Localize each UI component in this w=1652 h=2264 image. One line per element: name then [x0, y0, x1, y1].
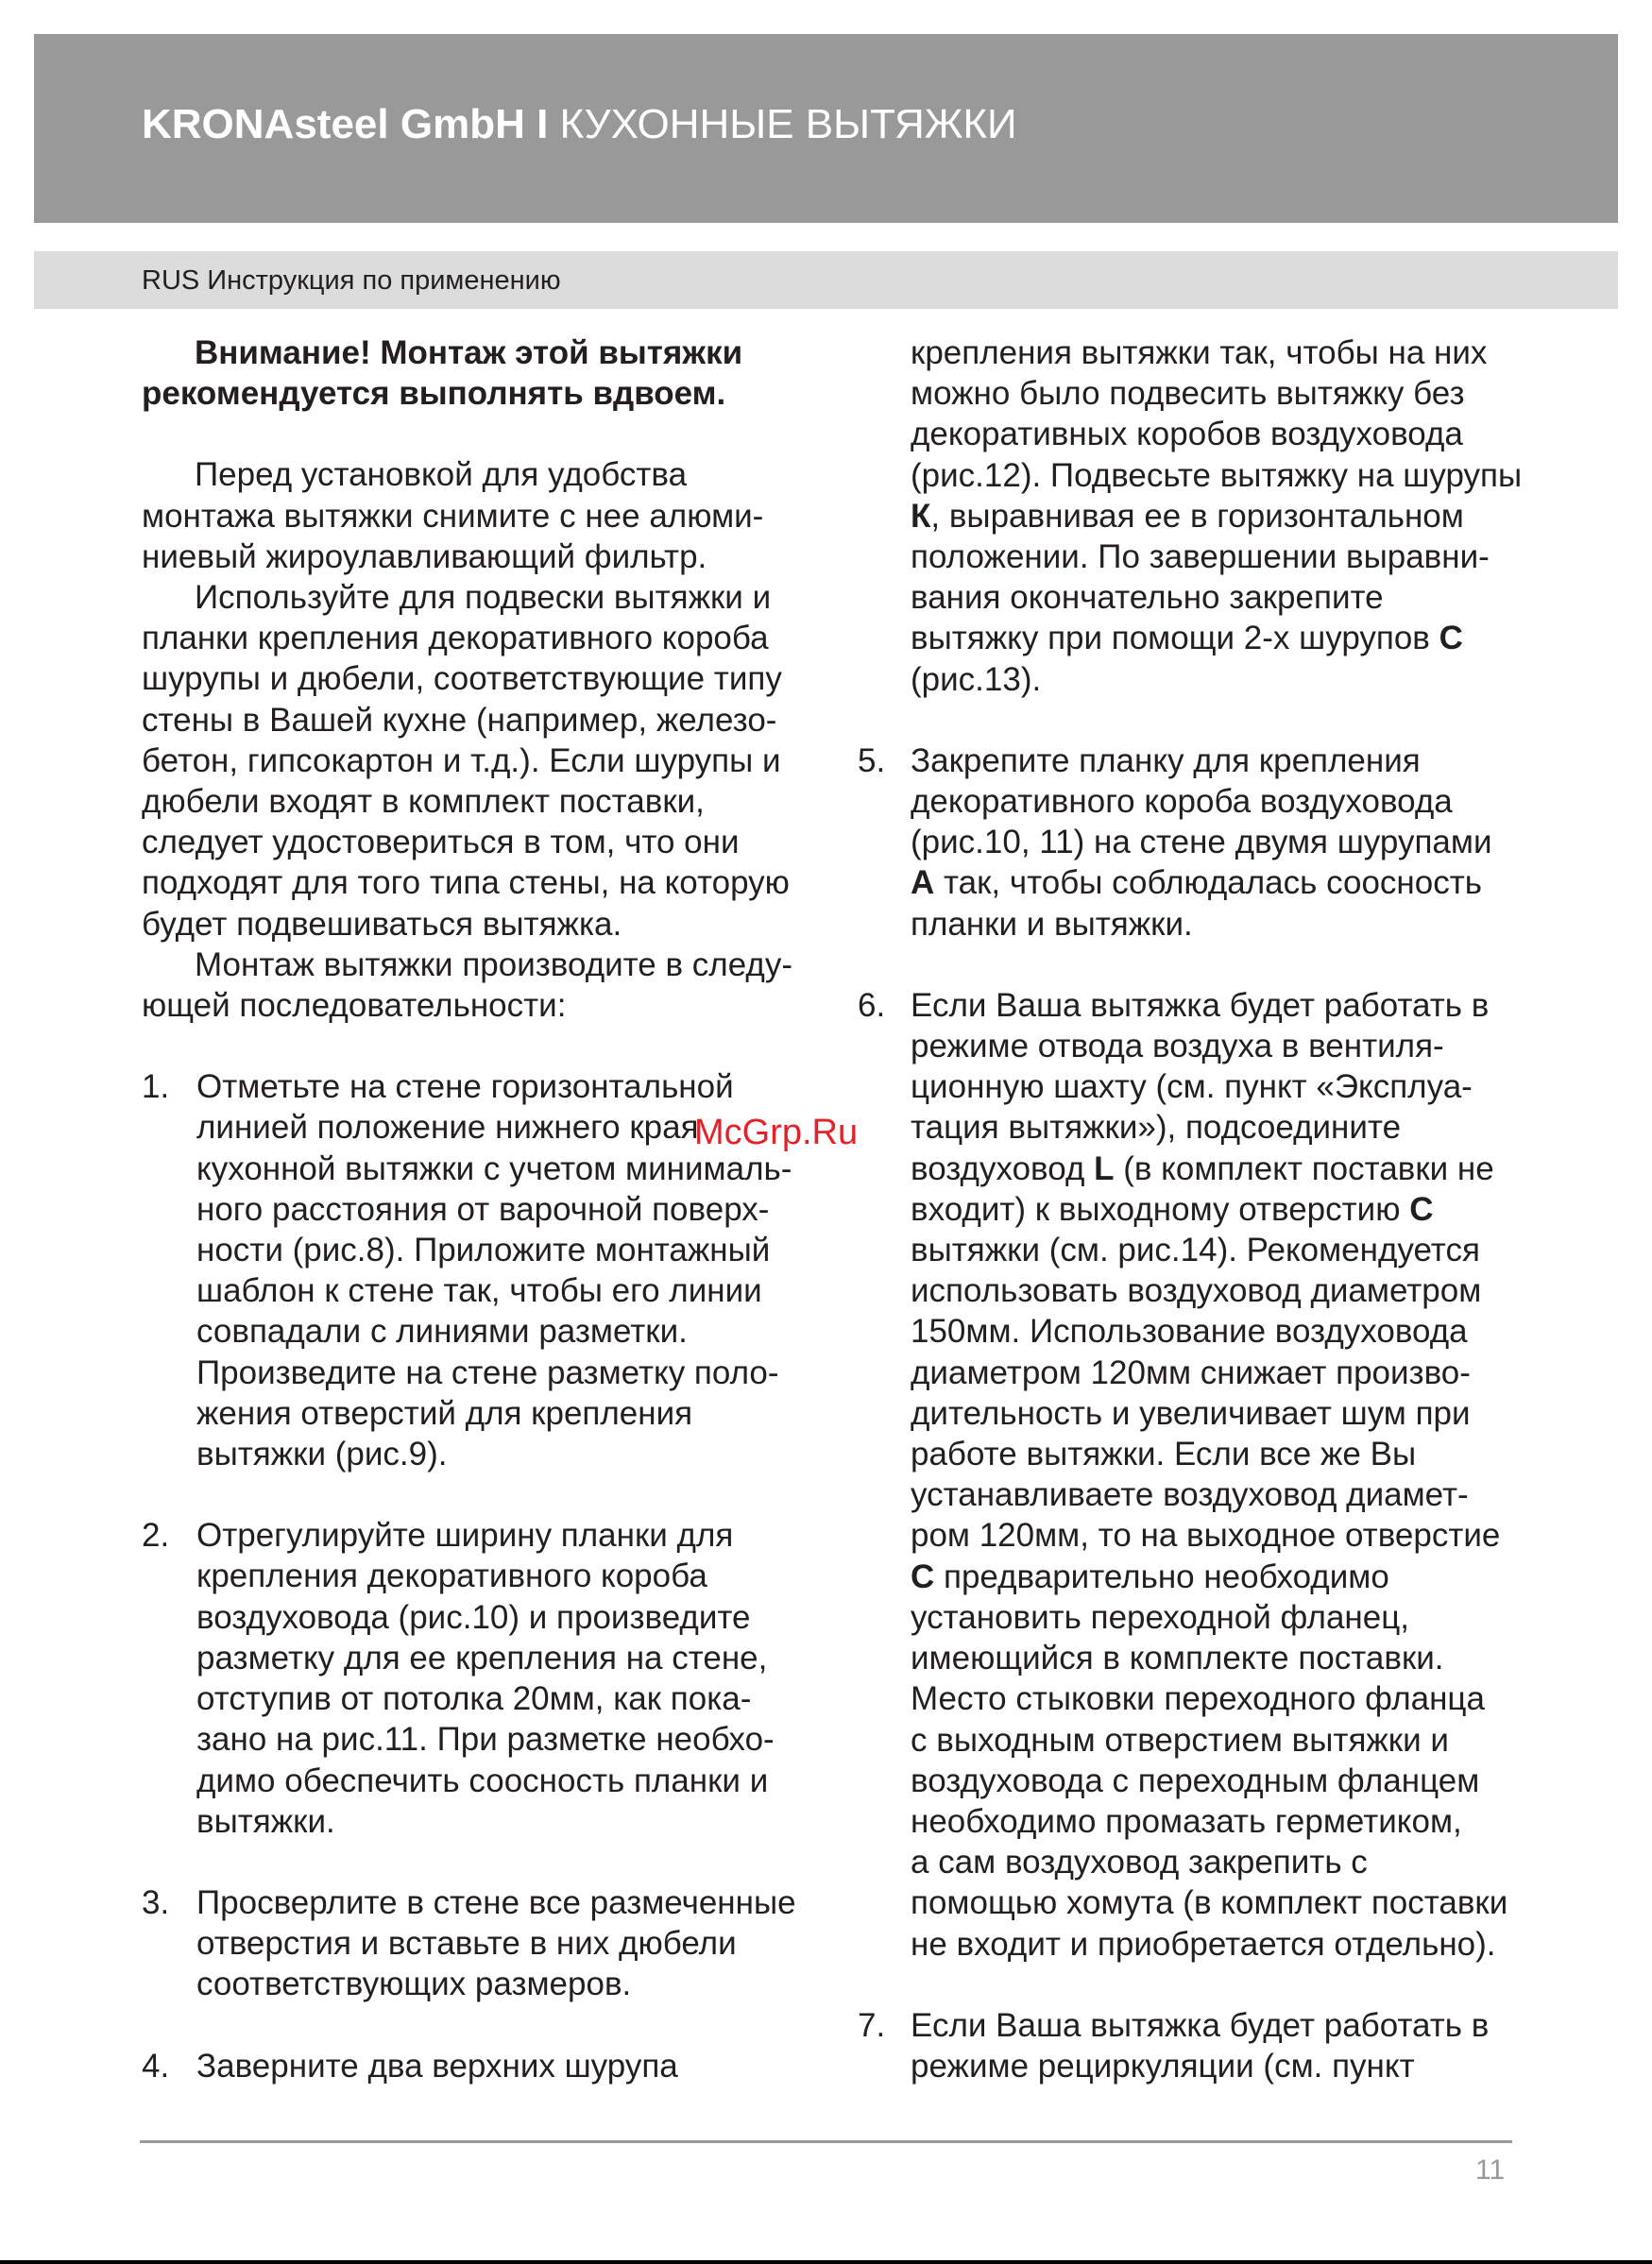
item-line: (рис.10, 11) на стене двумя шурупами — [911, 824, 1492, 861]
item-line: вытяжку при помощи 2-х шурупов С — [911, 620, 1463, 657]
item-line: входит) к выходному отверстию С — [911, 1190, 1434, 1228]
item-line: Отметьте на стене горизонтальной — [196, 1068, 734, 1106]
item-line: не входит и приобретается отдельно). — [911, 1925, 1496, 1963]
left-column — [142, 332, 826, 2086]
item-line: положении. По завершении выравни- — [911, 538, 1490, 576]
item-line: можно было подвесить вытяжку без — [911, 375, 1465, 413]
list-number: 1. — [142, 1068, 170, 1106]
paragraph-line: монтажа вытяжки снимите с нее алюми- — [142, 497, 764, 535]
label-a: А — [911, 864, 935, 902]
list-number: 2. — [142, 1517, 170, 1555]
item-line: использовать воздуховод диаметром — [911, 1272, 1482, 1310]
list-number: 5. — [858, 741, 886, 779]
item-line: крепления декоративного короба — [196, 1558, 707, 1595]
item-line: димо обеспечить соосность планки и — [196, 1762, 769, 1799]
item-line: линией положение нижнего края — [196, 1109, 699, 1147]
list-number: 6. — [858, 986, 886, 1024]
item-line: А так, чтобы соблюдалась соосность — [911, 864, 1482, 902]
item-line: воздуховод L (в комплект поставки не — [911, 1149, 1494, 1187]
label-c: С — [1409, 1190, 1434, 1228]
list-item — [142, 2046, 826, 2086]
paragraph-line: планки крепления декоративного короба — [142, 620, 769, 657]
item-line: планки и вытяжки. — [911, 905, 1193, 943]
item-line: Если Ваша вытяжка будет работать в — [911, 2006, 1490, 2044]
item-line: ного расстояния от варочной поверх- — [196, 1190, 770, 1228]
section-subtitle: RUS Инструкция по применению — [142, 265, 561, 296]
item-line: ности (рис.8). Приложите монтажный — [196, 1232, 771, 1269]
bottom-edge — [0, 2260, 1652, 2264]
item-line: вытяжки (см. рис.14). Рекомендуется — [911, 1232, 1480, 1269]
item-line: декоративных коробов воздуховода — [911, 416, 1463, 453]
item-line: установить переходной фланец, — [911, 1598, 1409, 1636]
label-c: С — [1439, 620, 1463, 657]
paragraph-line: подходят для того типа стены, на которую — [142, 864, 790, 902]
item-line: соответствующих размеров. — [196, 1966, 632, 2003]
footer-divider — [140, 2140, 1512, 2143]
list-item — [142, 1882, 826, 2005]
item-line: ром 120мм, то на выходное отверстие — [911, 1517, 1501, 1555]
item-line: режиме рециркуляции (см. пункт — [911, 2047, 1415, 2085]
list-number: 4. — [142, 2047, 170, 2085]
paragraph-line: бетон, гипсокартон и т.д.). Если шурупы и — [142, 741, 781, 779]
item-line: работе вытяжки. Если все же Вы — [911, 1436, 1417, 1473]
item-line: шаблон к стене так, чтобы его линии — [196, 1272, 762, 1310]
item-line: 150мм. Использование воздуховода — [911, 1313, 1468, 1351]
item-line: Если Ваша вытяжка будет работать в — [911, 986, 1490, 1024]
item-line: диаметром 120мм снижает произво- — [911, 1353, 1471, 1391]
item-line: разметку для ее крепления на стене, — [196, 1639, 768, 1677]
paragraph-line: будет подвешиваться вытяжка. — [142, 905, 622, 943]
item-line: (рис.12). Подвесьте вытяжку на шурупы — [911, 456, 1523, 494]
paragraph-line: следует удостовериться в том, что они — [142, 824, 740, 861]
item-line: Просверлите в стене все размеченные — [196, 1883, 796, 1921]
label-l: L — [1094, 1149, 1115, 1187]
item-4-continuation — [850, 332, 1535, 700]
item-line: зано на рис.11. При разметке необхо- — [196, 1721, 775, 1759]
document-title: КУХОННЫЕ ВЫТЯЖКИ — [559, 101, 1017, 147]
warning-line: рекомендуется выполнять вдвоем. — [142, 375, 726, 413]
item-line: с выходным отверстием вытяжки и — [911, 1721, 1449, 1759]
watermark: McGrp.Ru — [694, 1113, 859, 1152]
list-item — [142, 1515, 826, 1842]
item-line: совпадали с линиями разметки. — [196, 1313, 688, 1351]
list-item — [850, 985, 1535, 1965]
item-line: отступив от потолка 20мм, как пока- — [196, 1680, 752, 1718]
item-line: Произведите на стене разметку поло- — [196, 1353, 779, 1391]
item-line: кухонной вытяжки с учетом минималь- — [196, 1149, 792, 1187]
paragraph-line: шурупы и дюбели, соответствующие типу — [142, 660, 782, 698]
list-item — [850, 740, 1535, 945]
item-line: Закрепите планку для крепления — [911, 741, 1421, 779]
paragraph-line: Перед установкой для удобства — [195, 456, 688, 494]
paragraph-line: ниевый жироулавливающий фильтр. — [142, 537, 707, 575]
item-line: ционную шахту (см. пункт «Эксплуа- — [911, 1068, 1473, 1106]
paragraph-line: дюбели входят в комплект поставки, — [142, 783, 705, 821]
item-line: устанавливаете воздуховод диамет- — [911, 1476, 1469, 1514]
page-number: 11 — [1475, 2154, 1506, 2186]
item-line: Отрегулируйте ширину планки для — [196, 1517, 734, 1555]
item-line: вытяжки. — [196, 1802, 335, 1840]
item-line: (рис.13). — [911, 660, 1042, 698]
item-line: Заверните два верхних шурупа — [196, 2047, 678, 2085]
item-line: К, выравнивая ее в горизонтальном — [911, 497, 1464, 535]
paragraph-line: Используйте для подвески вытяжки и — [195, 579, 772, 617]
warning-line: Внимание! Монтаж этой вытяжки — [195, 334, 743, 371]
list-number: 7. — [858, 2006, 886, 2044]
item-line: декоративного короба воздуховода — [911, 783, 1453, 821]
item-line: жения отверстий для крепления — [196, 1394, 693, 1432]
item-line: помощью хомута (в комплект поставки — [911, 1884, 1508, 1922]
page-title — [142, 96, 1017, 153]
right-column — [850, 332, 1535, 2086]
item-line: вытяжки (рис.9). — [196, 1436, 448, 1473]
item-line: а сам воздуховод закрепить с — [911, 1844, 1368, 1881]
item-line: режиме отвода воздуха в вентиля- — [911, 1028, 1444, 1065]
list-item — [850, 2005, 1535, 2086]
item-line: необходимо промазать герметиком, — [911, 1802, 1462, 1840]
paragraph-line: ющей последовательности: — [142, 987, 567, 1025]
label-c: С — [911, 1558, 935, 1595]
item-line: имеющийся в комплекте поставки. — [911, 1640, 1444, 1677]
item-line: Место стыковки переходного фланца — [911, 1680, 1485, 1718]
item-line: крепления вытяжки так, чтобы на них — [911, 334, 1488, 371]
item-line: тация вытяжки»), подсоедините — [911, 1109, 1402, 1147]
item-line: дительность и увеличивает шум при — [911, 1394, 1471, 1432]
item-line: отверстия и вставьте в них дюбели — [196, 1925, 737, 1963]
brand-name: KRONAsteel GmbH I — [142, 101, 549, 147]
label-k: К — [911, 497, 931, 535]
item-line: вания окончательно закрепите — [911, 579, 1384, 617]
paragraph-line: стены в Вашей кухне (например, железо- — [142, 701, 777, 739]
item-line: воздуховода (рис.10) и произведите — [196, 1598, 751, 1636]
item-line: воздуховода с переходным фланцем — [911, 1762, 1480, 1799]
list-number: 3. — [142, 1883, 170, 1921]
paragraph-line: Монтаж вытяжки производите в следу- — [195, 945, 793, 983]
item-line: С предварительно необходимо — [911, 1558, 1389, 1595]
